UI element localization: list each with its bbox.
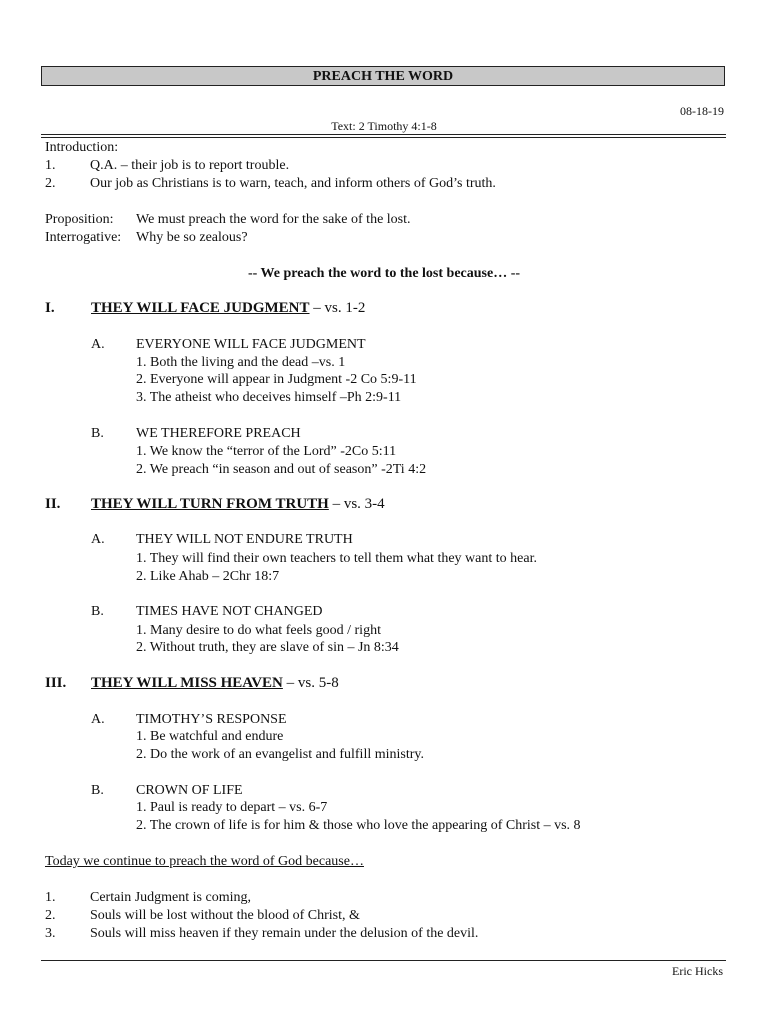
section-numeral: II. (45, 496, 61, 512)
section-title: THEY WILL TURN FROM TRUTH (91, 496, 329, 512)
sub-heading: WE THEREFORE PREACH (136, 426, 301, 441)
section-heading (91, 300, 365, 317)
sub-point: 2. Like Ahab – 2Chr 18:7 (136, 569, 280, 584)
transition-statement: -- We preach the word to the lost because… -- (247, 266, 521, 281)
interrogative-label: Interrogative: (45, 230, 122, 245)
section-title: THEY WILL FACE JUDGMENT (91, 300, 310, 316)
intro-item-text: Q.A. – their job is to report trouble. (90, 158, 290, 173)
scripture-text-reference: Text: 2 Timothy 4:1-8 (331, 119, 437, 133)
sub-letter: A. (91, 337, 105, 352)
sub-point: 1. Many desire to do what feels good / right (136, 623, 381, 638)
interrogative-text: Why be so zealous? (136, 230, 248, 245)
conclusion-item-number: 2. (45, 908, 56, 923)
sub-point: 2. Without truth, they are slave of sin – Jn 8:34 (136, 640, 399, 655)
section-title: THEY WILL MISS HEAVEN (91, 675, 283, 691)
sub-point: 1. Be watchful and endure (136, 729, 284, 744)
author-name: Eric Hicks (672, 964, 723, 978)
section-ref: – vs. 1-2 (309, 300, 366, 316)
section-ref: – vs. 3-4 (328, 496, 385, 512)
conclusion-item-number: 1. (45, 890, 56, 905)
section-numeral: I. (45, 300, 55, 316)
sub-point: 2. Do the work of an evangelist and fulfill ministry. (136, 747, 424, 762)
sub-point: 1. We know the “terror of the Lord” -2Co 5:11 (136, 444, 397, 459)
sub-point: 3. The atheist who deceives himself –Ph 2:9-11 (136, 390, 402, 405)
sub-point: 2. The crown of life is for him & those who love the appearing of Christ – vs. 8 (136, 818, 581, 833)
sub-letter: A. (91, 532, 105, 547)
section-ref: – vs. 5-8 (282, 675, 339, 691)
sub-letter: B. (91, 604, 104, 619)
sub-point: 2. We preach “in season and out of season” -2Ti 4:2 (136, 462, 427, 477)
header-rule-bottom (41, 137, 726, 138)
conclusion-item-text: Certain Judgment is coming, (90, 890, 251, 905)
intro-item-text: Our job as Christians is to warn, teach, and inform others of God’s truth. (90, 176, 496, 191)
section-heading (91, 496, 385, 513)
sub-point: 2. Everyone will appear in Judgment -2 Co 5:9-11 (136, 372, 417, 387)
sub-heading: THEY WILL NOT ENDURE TRUTH (136, 532, 353, 547)
conclusion-item-number: 3. (45, 926, 56, 941)
intro-item-number: 2. (45, 176, 56, 191)
introduction-label: Introduction: (45, 140, 119, 155)
header-rule-top (41, 134, 726, 135)
sermon-date: 08-18-19 (680, 104, 724, 118)
sub-letter: A. (91, 712, 105, 727)
sub-heading: EVERYONE WILL FACE JUDGMENT (136, 337, 366, 352)
footer-rule (41, 960, 726, 961)
proposition-label: Proposition: (45, 212, 114, 227)
section-numeral: III. (45, 675, 67, 691)
sub-letter: B. (91, 426, 104, 441)
conclusion-lead: Today we continue to preach the word of God because… (45, 854, 364, 869)
section-heading (91, 675, 339, 692)
document-title: PREACH THE WORD (41, 66, 725, 86)
conclusion-item-text: Souls will miss heaven if they remain under the delusion of the devil. (90, 926, 479, 941)
sub-letter: B. (91, 783, 104, 798)
conclusion-item-text: Souls will be lost without the blood of Christ, & (90, 908, 360, 923)
sub-point: 1. Paul is ready to depart – vs. 6-7 (136, 800, 328, 815)
sub-point: 1. Both the living and the dead –vs. 1 (136, 355, 346, 370)
sub-point: 1. They will find their own teachers to tell them what they want to hear. (136, 551, 537, 566)
sub-heading: TIMOTHY’S RESPONSE (136, 712, 287, 727)
proposition-text: We must preach the word for the sake of the lost. (136, 212, 411, 227)
sub-heading: CROWN OF LIFE (136, 783, 243, 798)
sub-heading: TIMES HAVE NOT CHANGED (136, 604, 323, 619)
intro-item-number: 1. (45, 158, 56, 173)
